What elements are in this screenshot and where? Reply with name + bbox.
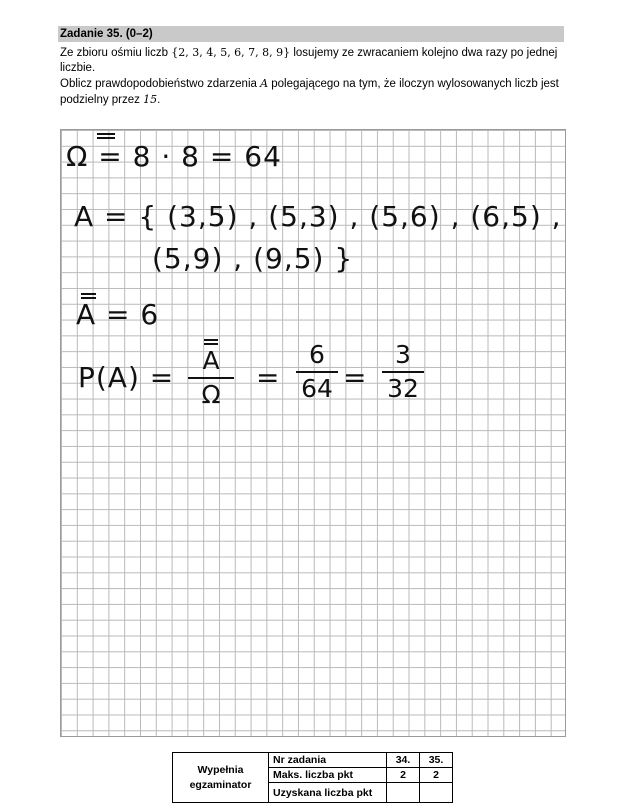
fraction-bar <box>382 371 424 373</box>
fraction-3-over-32 <box>382 341 424 403</box>
handwritten-solution <box>60 129 566 737</box>
prompt-text: polegającego na tym, że iloczyn wylosowanych liczb jest podzielny przez <box>60 78 559 106</box>
equals-sign: = <box>256 361 281 394</box>
score-cell: 35. <box>420 753 453 768</box>
omega-overbar <box>95 131 117 141</box>
event-symbol: A <box>260 77 269 90</box>
row-label: Maks. liczba pkt <box>269 768 387 783</box>
fraction-denominator: Ω <box>201 380 221 409</box>
prompt-text: Ze zbioru ośmiu liczb <box>60 47 172 59</box>
fraction-bar <box>188 377 234 379</box>
fraction-numerator: A <box>202 346 220 375</box>
fraction-bar <box>296 371 338 373</box>
fraction-numerator: 6 <box>309 340 325 369</box>
score-cell: 2 <box>387 768 420 783</box>
event-count-line: A = 6 <box>76 298 160 331</box>
divisor: 15 <box>143 93 158 106</box>
score-row-task-number <box>173 753 453 768</box>
fraction-denominator: 64 <box>301 374 333 403</box>
prompt-text: losujemy ze zwracaniem kolejno dwa razy po jednej liczbie. <box>60 47 558 74</box>
score-cell: 2 <box>420 768 453 783</box>
score-table <box>172 752 453 803</box>
event-set-line-1: A = { (3,5) , (5,3) , (5,6) , (6,5) , <box>74 200 562 233</box>
prompt-text: . <box>157 94 161 106</box>
probability-lhs: P(A) = <box>78 361 175 394</box>
fraction-a-over-omega <box>188 337 234 409</box>
prompt-line-1 <box>60 45 566 76</box>
score-cell: 34. <box>387 753 420 768</box>
prompt-line-2 <box>60 76 566 108</box>
fraction-numerator: 3 <box>395 340 411 369</box>
task-prompt <box>60 45 566 108</box>
event-set-line-2: (5,9) , (9,5) } <box>152 242 354 275</box>
row-label: Uzyskana liczba pkt <box>269 783 387 803</box>
fraction-denominator: 32 <box>387 374 419 403</box>
equals-sign: = <box>343 361 368 394</box>
examiner-label: Wypełnia egzaminator <box>173 753 269 803</box>
score-entry-cell[interactable] <box>420 783 453 803</box>
number-set: {2, 3, 4, 5, 6, 7, 8, 9} <box>171 46 291 59</box>
task-header: Zadanie 35. (0–2) <box>58 26 564 42</box>
prompt-text: Oblicz prawdopodobieństwo zdarzenia <box>60 78 261 90</box>
fraction-6-over-64 <box>296 341 338 403</box>
score-entry-cell[interactable] <box>387 783 420 803</box>
row-label: Nr zadania <box>269 753 387 768</box>
omega-line: Ω = 8 · 8 = 64 <box>66 140 282 173</box>
